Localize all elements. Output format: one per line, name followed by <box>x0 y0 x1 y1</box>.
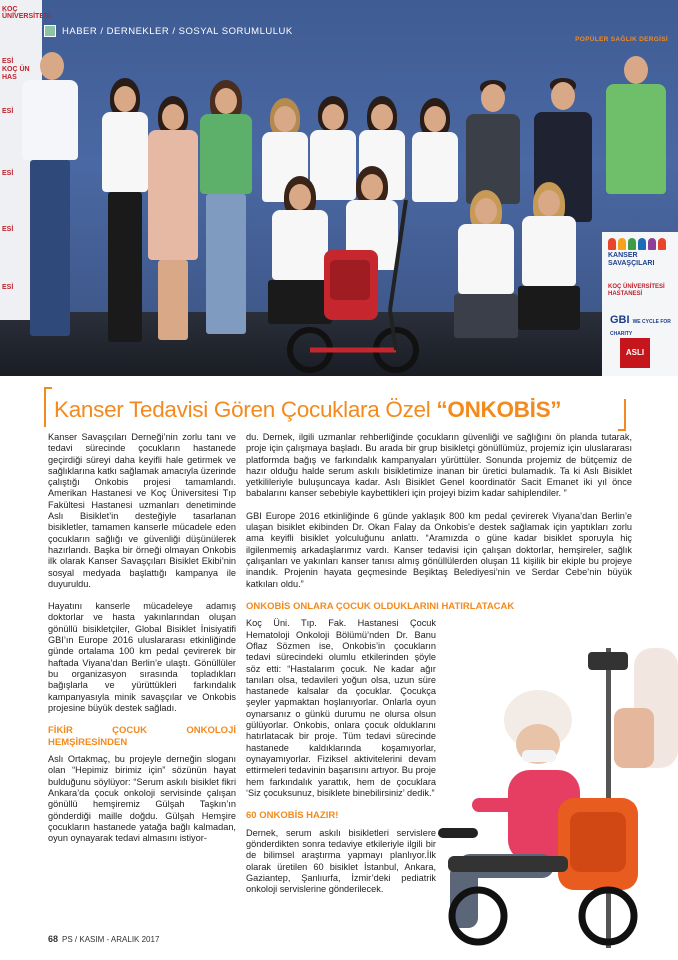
wall-text: ESİ <box>2 58 14 65</box>
issue-info: PS / KASIM - ARALIK 2017 <box>62 935 160 944</box>
text-column-left <box>48 432 236 856</box>
onkobis-bike-illustration <box>286 200 436 376</box>
child-on-bike-photo <box>438 648 678 948</box>
title-bracket-left <box>44 387 52 427</box>
wall-text: KOÇ ÜN <box>2 66 30 73</box>
breadcrumb <box>44 24 293 38</box>
kanser-savascilari-logo: KANSER SAVAŞÇILARI <box>608 238 672 278</box>
wall-text: ESİ <box>2 108 14 115</box>
paragraph: Koç Üni. Tıp. Fak. Hastanesi Çocuk Hematoloji Onkoloji Bölümü’nden Dr. Banu Oflaz Sözmen ise, Onkobis’in çocukların tedavi sürecindeki olumlu etkilerinden şöyle söz etti: “Hastalarım çocuk. Ne kadar ağır tanıları olsa, tedavileri yoğun olsa, uzun süre hastanede kalsalar da çocuklar. Çocukça şeyler yapmaktan hoşlanıyorlar. Onlarla oyun oynarsanız o günkü durumu ne olursa olsun gülüyorlar. Onkobis, onlara çocuk olduklarını hatırlatacak bir proje. Tüm tedavi sürecinde hastanede kaldıklarında koşamıyorlar, oynayamıyorlar. Fiziksel aktivitelerini devam ettirmeleri tedavinin başarısını artıyor. Bu proje hem farkındalık yarattık, hem de çocuklara ‘Siz çocuksunuz, bisiklete binebilirsiniz’ dedik.” <box>246 618 436 798</box>
article-title <box>54 397 561 423</box>
person-figure <box>144 96 202 346</box>
gbi-logo-text: GBI <box>610 314 630 326</box>
wall-text: ESİ <box>2 284 14 291</box>
person-figure <box>16 52 84 352</box>
person-figure <box>196 80 256 340</box>
child-on-bike-illustration <box>438 648 678 948</box>
page-footer <box>48 934 159 944</box>
wall-text: KOÇ ÜNİVERSİTESİ <box>2 6 51 20</box>
subheading: 60 ONKOBİS HAZIR! <box>246 810 339 822</box>
paragraph: GBI Europe 2016 etkinliğinde 6 günde yaklaşık 800 km pedal çevirerek Viyana’dan Berlin’e ulaşan bisiklet ekibinden Dr. Okan Falay da Onkobis’e destek sağlamak için yaptıkları zorlu ama keyifli bisiklet yolculuğunu anlattı. “Aramızda o güne kadar bisiklet sporuyla hiç ilgilenmemiş arkadaşlarımız vardı. Kanser tedavisi için çalışan doktorlar, hemşireler, sağlık çalışanları ve yakınları kanser tanısı almış gönüllülerden oluşan 11 kişilik bir ekiple bu projeye inandık. Projenin hayata geçmesinde Beşiktaş Belediyesi’nin ve Serdar Cebe’nin büyük katkıları oldu.” <box>246 510 632 589</box>
person-figure <box>452 190 520 360</box>
wall-text: ESİ <box>2 170 14 177</box>
gbi-logo <box>610 314 678 338</box>
sponsor-banner <box>602 232 678 376</box>
breadcrumb-text: HABER / DERNEKLER / SOSYAL SORUMLULUK <box>62 25 293 37</box>
paragraph: du. Dernek, ilgili uzmanlar rehberliğinde çocukların güvenliği ve sağlığını ön planda tutarak, proje için çalışmaya başladı. Bu arada bir grup bisikletçi gönüllümüz, projemiz için uluslararası platformda bağış ve farkındalık kampanyaları yürüttüler. Sonunda projemiz de bütçemiz de hazır olduğu halde serum askılı bisikletimize inanan bir üretici bulamadık. Ta ki Aslı Bisiklet yetkilileriyle buluşuncaya kadar. Aslı Bisiklet Genel koordinatör Sacit Emanet iki yıl önce babalarını kanser sebebiyle kaybettikleri için projeyi bizim kadar sahiplendiler. ” <box>246 432 632 499</box>
gbi-tagline: WE CYCLE FOR CHARITY <box>610 319 671 337</box>
wall-text: ESİ <box>2 226 14 233</box>
paragraph: Aslı Ortakmaç, bu projeyle derneğin sloganı olan “Hepimiz birimiz için” sözünün hayat bulduğunu söylüyor: “Serum askılı bisiklet fikri Ankara’da çocuk onkoloji servisinde çalışan gönüllü hemşiremiz Gülşah Taşkın’ın gönderdiği maille doğdu. Gülşah Hemşire çocukların hastanede yatağa bağlı kalmadan, oyun oynayarak tedavi almasını istiyor- <box>48 754 236 844</box>
magazine-tag: POPÜLER SAĞLIK DERGİSİ <box>575 36 668 43</box>
subheading: FİKİR ÇOCUK ONKOLOJİ HEMŞİRESİNDEN <box>48 725 236 748</box>
paragraph: Kanser Savaşçıları Derneği’nin zorlu tanı ve tedavi sürecinde çocukların hastanede geçirdiği süreyi daha keyifli hale getirmek ve sağlıklarına katkı sağlamak amacıyla üzerinde çalıştığı Onkobis projesi tamamlandı. Amerikan Hastanesi ve Koç Üniversitesi Tıp Fakültesi Hastanesi uzmanları denetiminde Aslı Bisiklet’in desteğiyle tasarlanan bisikletler, tamamen kanserle mücadele eden çocukların sağlığı ve güvenliği düşünülerek hazırlandı. Başka bir örneği olmayan Onkobis ilk olarak Kanser Savaşçıları Bisiklet Ekibi’nin sosyal medyada başlattığı kampanya ile duyuruldu. <box>48 432 236 589</box>
wall-text: HAS <box>2 74 17 81</box>
subheading: ONKOBİS ONLARA ÇOCUK OLDUKLARINI HATIRLATACAK <box>246 600 515 612</box>
koc-universitesi-logo: KOÇ ÜNİVERSİTESİ HASTANESİ <box>608 284 665 297</box>
asli-bisiklet-logo: ASLI <box>620 338 650 368</box>
group-photo <box>0 0 678 376</box>
page-number: 68 <box>48 934 59 944</box>
paragraph: Hayatını kanserle mücadeleye adamış doktorlar ve hasta yakınlarından oluşan gönüllü bisikletçiler, Global Bisiklet İnisiyatifi GBI’ın Europe 2016 uluslararası etkinliğinde günde ortalama 100 km pedal çevirerek bir haftada Viyana’dan Berlin’e ulaştı. Gönüllüler bu organizasyon sırasında topladıkları bağışlarla ve yürüttükleri farkındalık kampanyasıyla minik savaşçılar ve Onkobis projesine büyük destek sağladı. <box>48 601 236 713</box>
section-square-icon <box>44 25 56 37</box>
title-prefix: Kanser Tedavisi Gören Çocuklara Özel <box>54 397 437 422</box>
person-figure <box>604 56 668 236</box>
person-figure <box>516 182 582 352</box>
title-bracket-right <box>618 399 626 431</box>
paragraph: Dernek, serum askılı bisikletleri servislere gönderdikten sonra tedaviye etkileriyle ilgili bir de bilimsel araştırma yapmayı planlıyor.İlk olarak üretilen 60 bisiklet İstanbul, Ankara, Gaziantep, Şanlıurfa, İzmir’deki pediatrik onkoloji servislerine gönderilecek. <box>246 827 436 895</box>
title-emphasis: “ONKOBİS” <box>436 397 562 422</box>
article-title-block <box>44 387 630 431</box>
